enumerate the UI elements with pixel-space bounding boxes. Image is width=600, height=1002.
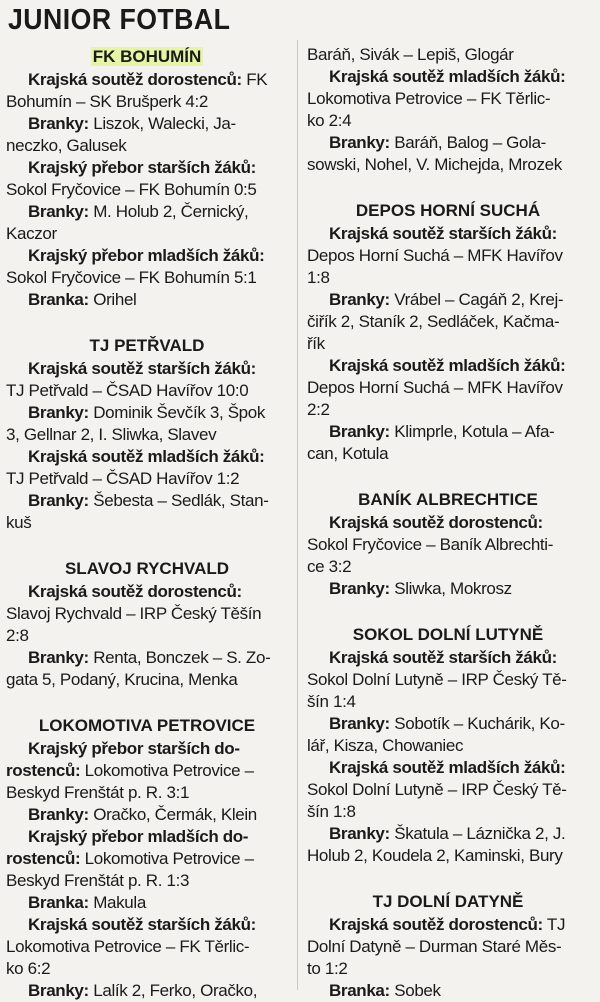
label-bold: Branky: xyxy=(28,114,89,133)
line-text: Dolní Datyně – Durman Staré Měs- xyxy=(307,937,562,956)
result-line xyxy=(6,446,288,468)
result-line xyxy=(6,958,288,980)
result-line xyxy=(307,578,589,600)
line-text: FK xyxy=(241,70,268,89)
label-bold: Branky: xyxy=(28,491,89,510)
result-line xyxy=(6,267,288,289)
club-heading: LOKOMOTIVA PETROVICE xyxy=(38,716,256,735)
result-line xyxy=(6,647,288,669)
label-bold: Branky: xyxy=(329,290,390,309)
result-line xyxy=(307,399,589,421)
result-line xyxy=(6,625,288,647)
result-line xyxy=(6,424,288,446)
result-line xyxy=(307,691,589,713)
line-text: Lokomotiva Petrovice – xyxy=(80,849,254,868)
result-line xyxy=(307,845,589,867)
line-text: Lokomotiva Petrovice – xyxy=(80,761,254,780)
label-bold: Krajská soutěž mladších žáků: xyxy=(28,447,265,466)
result-line xyxy=(307,88,589,110)
line-text: can, Kotula xyxy=(307,444,389,463)
line-text: TJ Petřvald – ČSAD Havířov 10:0 xyxy=(6,381,249,400)
line-text: 2:2 xyxy=(307,400,330,419)
label-bold: Krajská soutěž starších žáků: xyxy=(28,359,256,378)
line-text: kuš xyxy=(6,513,32,532)
result-line xyxy=(6,804,288,826)
line-text: 2:8 xyxy=(6,626,29,645)
result-line xyxy=(307,154,589,176)
label-bold: Krajská soutěž mladších žáků: xyxy=(329,67,566,86)
line-text: Beskyd Frenštát p. R. 3:1 xyxy=(6,783,190,802)
line-text: sowski, Nohel, V. Michejda, Mrozek xyxy=(307,155,562,174)
label-bold: Branka: xyxy=(329,981,390,1000)
line-text: TJ Petřvald – ČSAD Havířov 1:2 xyxy=(6,469,240,488)
line-text: Sokol Fryčovice – FK Bohumín 5:1 xyxy=(6,268,257,287)
result-line xyxy=(307,669,589,691)
result-line xyxy=(6,69,288,91)
label-bold: Branky: xyxy=(329,714,390,733)
result-line xyxy=(6,402,288,424)
line-text: Liszok, Walecki, Ja- xyxy=(88,114,236,133)
line-text: Bohumín – SK Brušperk 4:2 xyxy=(6,92,208,111)
label-bold: Branky: xyxy=(28,981,89,1000)
line-text: Renta, Bonczek – S. Zo- xyxy=(88,648,271,667)
label-bold: Branky: xyxy=(28,805,89,824)
line-text: Beskyd Frenštát p. R. 1:3 xyxy=(6,871,190,890)
club-heading: TJ PETŘVALD xyxy=(89,336,205,355)
result-line xyxy=(6,468,288,490)
line-text: lář, Kisza, Chowaniec xyxy=(307,736,464,755)
result-line xyxy=(6,782,288,804)
result-line xyxy=(6,892,288,914)
club-heading: BANÍK ALBRECHTICE xyxy=(358,490,538,509)
label-bold: Branky: xyxy=(28,202,89,221)
result-line xyxy=(307,267,589,289)
label-bold: Branky: xyxy=(28,648,89,667)
line-text: Slavoj Rychvald – IRP Český Těšín xyxy=(6,604,262,623)
result-line xyxy=(6,289,288,311)
result-line xyxy=(6,91,288,113)
label-bold: rostenců: xyxy=(6,761,81,780)
result-line xyxy=(6,179,288,201)
label-bold: Branka: xyxy=(28,290,89,309)
line-text: Orihel xyxy=(88,290,137,309)
result-line xyxy=(307,936,589,958)
line-text: Depos Horní Suchá – MFK Havířov xyxy=(307,378,563,397)
result-line xyxy=(307,823,589,845)
line-text: Lokomotiva Petrovice – FK Těrlic- xyxy=(6,937,250,956)
result-line xyxy=(307,44,589,66)
club-heading: DEPOS HORNÍ SUCHÁ xyxy=(355,201,541,220)
result-line xyxy=(307,110,589,132)
result-line xyxy=(307,713,589,735)
result-line xyxy=(6,358,288,380)
line-text: to 1:2 xyxy=(307,959,348,978)
line-text: Sokol Dolní Lutyně – IRP Český Tě- xyxy=(307,670,567,689)
result-line xyxy=(307,757,589,779)
label-bold: Krajský přebor starších do- xyxy=(28,739,240,758)
label-bold: Krajský přebor starších žáků: xyxy=(28,158,256,177)
result-line xyxy=(6,669,288,691)
result-line xyxy=(307,66,589,88)
line-text: 1:8 xyxy=(307,268,330,287)
line-text: Sokol Fryčovice – Baník Albrechti- xyxy=(307,535,554,554)
label-bold: Krajská soutěž mladších žáků: xyxy=(329,758,566,777)
result-line xyxy=(6,245,288,267)
label-bold: Krajská soutěž dorostenců: xyxy=(329,513,543,532)
line-text: Lokomotiva Petrovice – FK Těrlic- xyxy=(307,89,551,108)
label-bold: Krajská soutěž mladších žáků: xyxy=(329,356,566,375)
label-bold: Branky: xyxy=(329,579,390,598)
result-line xyxy=(307,245,589,267)
page-title: JUNIOR FOTBAL xyxy=(8,4,231,36)
result-line xyxy=(6,760,288,782)
result-line xyxy=(6,135,288,157)
label-bold: Branka: xyxy=(28,893,89,912)
result-line xyxy=(6,113,288,135)
label-bold: Branky: xyxy=(28,403,89,422)
result-line xyxy=(6,581,288,603)
line-text: šín 1:4 xyxy=(307,692,356,711)
result-line xyxy=(307,534,589,556)
line-text: neczko, Galusek xyxy=(6,136,127,155)
club-heading: SLAVOJ RYCHVALD xyxy=(64,559,230,578)
line-text: Dominik Ševčík 3, Špok xyxy=(88,403,266,422)
result-line xyxy=(6,826,288,848)
result-line xyxy=(6,380,288,402)
result-line xyxy=(307,914,589,936)
club-heading: FK BOHUMÍN xyxy=(92,47,202,66)
line-text: M. Holub 2, Černický, xyxy=(88,202,249,221)
line-text: Šebesta – Sedlák, Stan- xyxy=(88,491,269,510)
line-text: Depos Horní Suchá – MFK Havířov xyxy=(307,246,563,265)
result-line xyxy=(6,738,288,760)
result-line xyxy=(307,223,589,245)
line-text: ce 3:2 xyxy=(307,557,352,576)
label-bold: Branky: xyxy=(329,133,390,152)
result-line xyxy=(307,958,589,980)
column-divider xyxy=(297,40,298,990)
result-line xyxy=(6,936,288,958)
line-text: TJ xyxy=(542,915,566,934)
result-line xyxy=(6,914,288,936)
left-column xyxy=(6,44,288,1002)
result-line xyxy=(6,223,288,245)
line-text: čiřík 2, Staník 2, Sedláček, Kačma- xyxy=(307,312,560,331)
line-text: 3, Gellnar 2, I. Sliwka, Slavev xyxy=(6,425,217,444)
line-text: ko 6:2 xyxy=(6,959,51,978)
line-text: gata 5, Podaný, Krucina, Menka xyxy=(6,670,238,689)
result-line xyxy=(6,157,288,179)
result-line xyxy=(6,201,288,223)
right-column xyxy=(307,44,589,1002)
line-text: Sobotík – Kuchárik, Ko- xyxy=(389,714,565,733)
line-text: Sokol Fryčovice – FK Bohumín 0:5 xyxy=(6,180,257,199)
result-line xyxy=(307,421,589,443)
result-line xyxy=(307,443,589,465)
label-bold: Krajská soutěž starších žáků: xyxy=(28,915,256,934)
result-line xyxy=(307,779,589,801)
result-line xyxy=(307,735,589,757)
result-line xyxy=(6,870,288,892)
label-bold: Krajský přebor mladších do- xyxy=(28,827,249,846)
label-bold: Krajská soutěž dorostenců: xyxy=(28,70,242,89)
result-line xyxy=(307,333,589,355)
result-line xyxy=(307,980,589,1002)
line-text: Holub 2, Koudela 2, Kaminski, Bury xyxy=(307,846,563,865)
label-bold: Krajská soutěž starších žáků: xyxy=(329,648,557,667)
line-text: Baráň, Sivák – Lepiš, Glogár xyxy=(307,45,514,64)
club-heading: SOKOL DOLNÍ LUTYNĚ xyxy=(352,625,544,644)
line-text: Klimprle, Kotula – Afa- xyxy=(389,422,555,441)
result-line xyxy=(307,647,589,669)
result-line xyxy=(6,603,288,625)
label-bold: Krajská soutěž starších žáků: xyxy=(329,224,557,243)
result-line xyxy=(307,512,589,534)
line-text: Sokol Dolní Lutyně – IRP Český Tě- xyxy=(307,780,567,799)
label-bold: Krajská soutěž dorostenců: xyxy=(329,915,543,934)
line-text: ko 2:4 xyxy=(307,111,352,130)
label-bold: rostenců: xyxy=(6,849,81,868)
line-text: šín 1:8 xyxy=(307,802,356,821)
result-line xyxy=(6,848,288,870)
label-bold: Krajská soutěž dorostenců: xyxy=(28,582,242,601)
line-text: řík xyxy=(307,334,325,353)
result-line xyxy=(307,311,589,333)
line-text: Vrábel – Cagáň 2, Krej- xyxy=(389,290,564,309)
line-text: Lalík 2, Ferko, Oračko, xyxy=(88,981,258,1000)
line-text: Makula xyxy=(88,893,146,912)
result-line xyxy=(307,801,589,823)
line-text: Oračko, Čermák, Klein xyxy=(88,805,257,824)
label-bold: Krajský přebor mladších žáků: xyxy=(28,246,265,265)
line-text: Sliwka, Mokrosz xyxy=(389,579,512,598)
result-line xyxy=(307,556,589,578)
club-heading: TJ DOLNÍ DATYNĚ xyxy=(372,892,524,911)
label-bold: Branky: xyxy=(329,824,390,843)
result-line xyxy=(6,490,288,512)
line-text: Škatula – Láznička 2, J. xyxy=(389,824,566,843)
result-line xyxy=(307,289,589,311)
result-line xyxy=(6,980,288,1002)
line-text: Baráň, Balog – Gola- xyxy=(389,133,546,152)
line-text: Kaczor xyxy=(6,224,57,243)
line-text: Sobek xyxy=(389,981,441,1000)
result-line xyxy=(6,512,288,534)
result-line xyxy=(307,377,589,399)
result-line xyxy=(307,355,589,377)
result-line xyxy=(307,132,589,154)
label-bold: Branky: xyxy=(329,422,390,441)
